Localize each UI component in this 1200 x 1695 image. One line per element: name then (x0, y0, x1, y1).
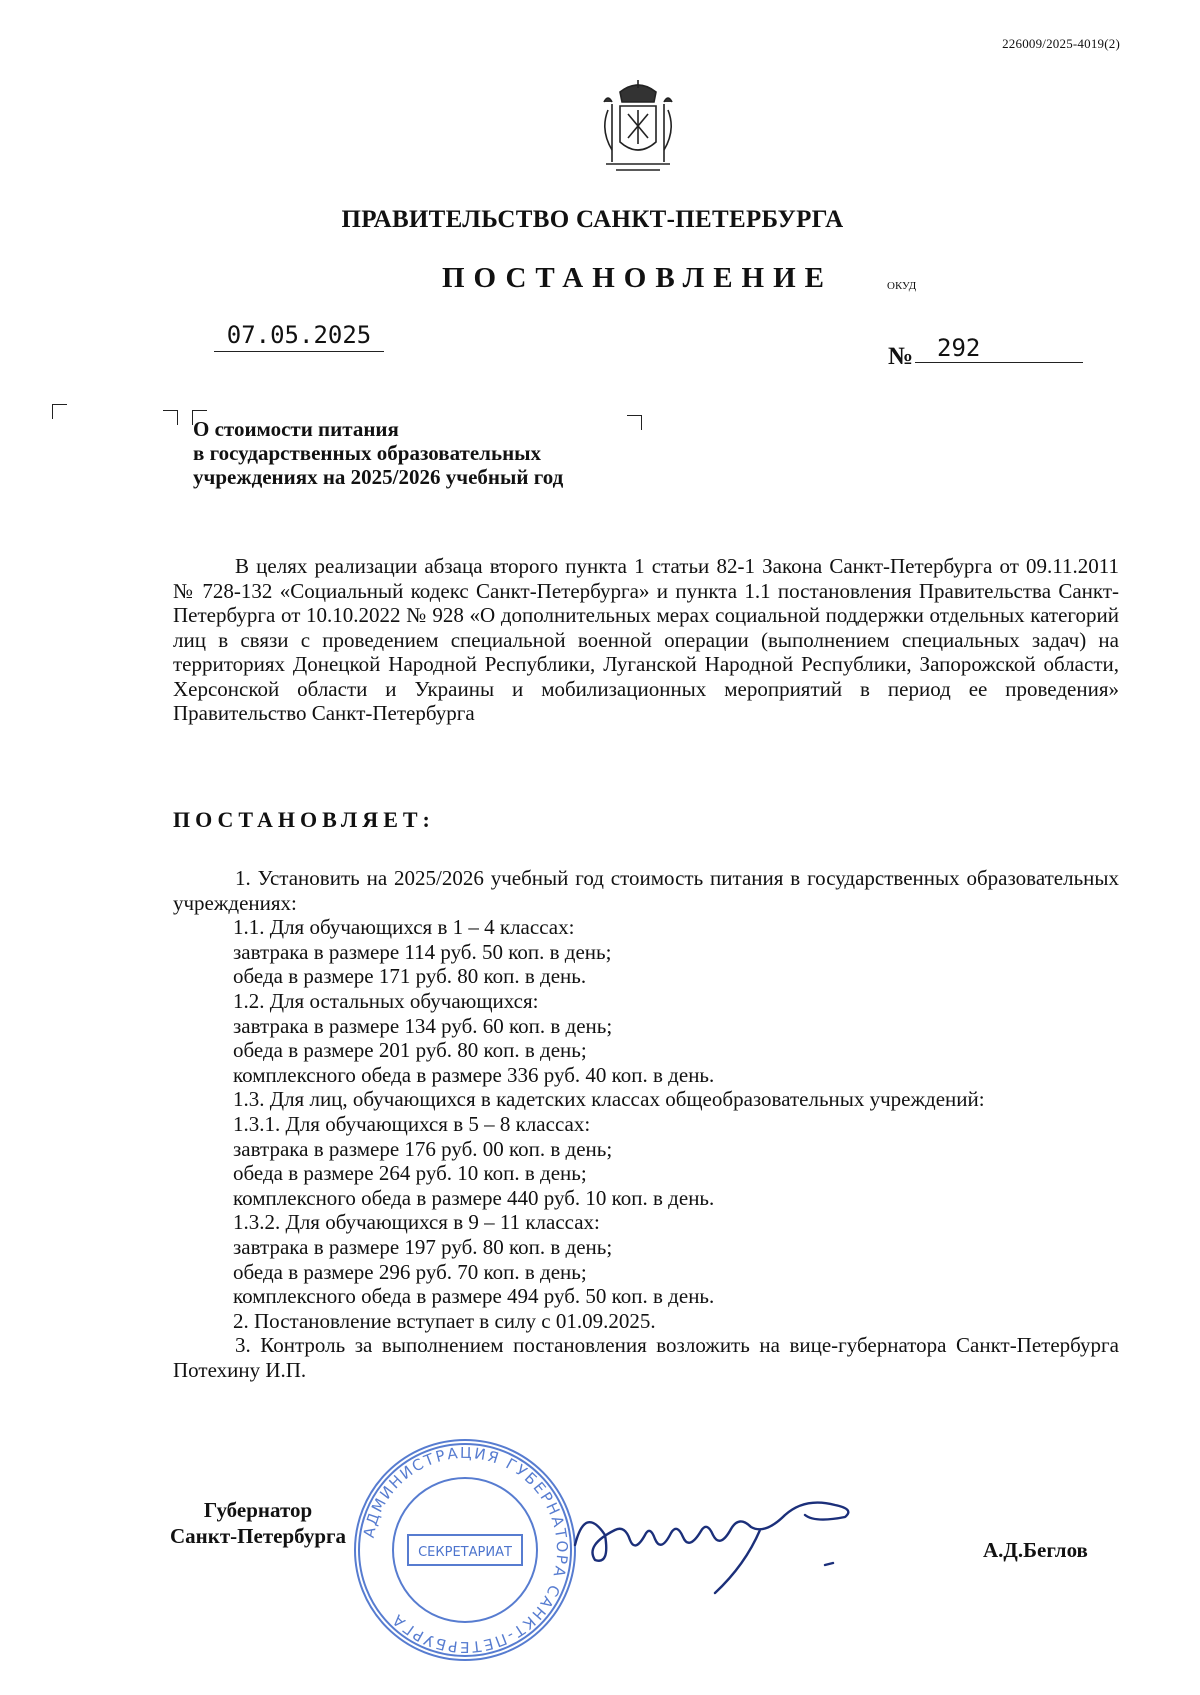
okud-label: ОКУД (887, 280, 917, 292)
handwritten-signature (555, 1475, 925, 1600)
item-line: обеда в размере 264 руб. 10 коп. в день; (233, 1161, 587, 1186)
item-line: завтрака в размере 114 руб. 50 коп. в день; (233, 939, 612, 964)
stamp-outer-text: АДМИНИСТРАЦИЯ ГУБЕРНАТОРА САНКТ-ПЕТЕРБУРГА (359, 1443, 572, 1657)
item-line: комплексного обеда в размере 494 руб. 50 коп. в день. (233, 1284, 715, 1309)
corner-mark-top-right (163, 410, 178, 425)
item-line: 1.3.2. Для обучающихся в 9 – 11 классах: (233, 1210, 600, 1235)
item-line: обеда в размере 201 руб. 80 коп. в день; (233, 1038, 587, 1063)
signatory-title-line: Губернатор (203, 1498, 313, 1522)
document-type-title: ПОСТАНОВЛЕНИЕ (442, 262, 834, 294)
item-line: комплексного обеда в размере 336 руб. 40 коп. в день. (233, 1062, 715, 1087)
item-line: 1.3. Для лиц, обучающихся в кадетских классах общеобразовательных учреждений: (233, 1087, 985, 1112)
number-sign: № (888, 343, 914, 370)
item-paragraph: 3. Контроль за выполнением постановления возложить на вице-губернатора Санкт-Петербурга Потехину И.П. (173, 1333, 1119, 1382)
item-line: комплексного обеда в размере 440 руб. 10 коп. в день. (233, 1185, 715, 1210)
document-number: 292 (915, 334, 1083, 363)
signatory-title-line: Санкт-Петербурга (170, 1524, 347, 1548)
item-paragraph: 1. Установить на 2025/2026 учебный год стоимость питания в государственных образовательных учреждениях: (173, 866, 1119, 915)
item-line: 1.2. Для остальных обучающихся: (233, 988, 539, 1013)
item-line: 1.3.1. Для обучающихся в 5 – 8 классах: (233, 1111, 591, 1136)
preamble-paragraph: В целях реализации абзаца второго пункта 1 статьи 82-1 Закона Санкт-Петербурга от 09.11.2011 № 728-132 «Социальный кодекс Санкт-Петербурга» и пункта 1.1 постановления Правительства Санкт-Петербурга от 10.10.2022 № 928 «О дополнительных мерах социальной поддержки отдельных категорий лиц в связи с проведением специальной военной операции (выполнением специальных задач) на территориях Донецкой Народной Республики, Луганской Народной Республики, Запорожской области, Херсонской области и Украины и мобилизационных мероприятий в период ее проведения» Правительство Санкт-Петербурга (173, 554, 1119, 725)
document-registration-number: 226009/2025-4019(2) (1002, 36, 1120, 51)
government-name: ПРАВИТЕЛЬСТВО САНКТ-ПЕТЕРБУРГА (341, 206, 844, 233)
corner-mark-top-left (52, 404, 67, 419)
corner-mark-top-right (627, 415, 642, 430)
signatory-name: А.Д.Беглов (983, 1538, 1088, 1562)
saint-petersburg-coat-of-arms-icon (590, 80, 686, 180)
stamp-inner-text: СЕКРЕТАРИАТ (418, 1545, 512, 1560)
official-stamp (350, 1435, 580, 1665)
item-line: завтрака в размере 197 руб. 80 коп. в день; (233, 1234, 613, 1259)
resolves-heading: ПОСТАНОВЛЯЕТ: (173, 807, 435, 832)
document-date: 07.05.2025 (214, 321, 384, 352)
item-line: обеда в размере 171 руб. 80 коп. в день. (233, 964, 587, 989)
resolution-items (173, 866, 1119, 1382)
subject-line: учреждениях на 2025/2026 учебный год (193, 465, 564, 489)
item-line: 2. Постановление вступает в силу с 01.09.2025. (233, 1308, 656, 1333)
item-line: 1.1. Для обучающихся в 1 – 4 классах: (233, 915, 575, 940)
item-line: завтрака в размере 176 руб. 00 коп. в день; (233, 1136, 613, 1161)
item-line: обеда в размере 296 руб. 70 коп. в день; (233, 1259, 587, 1284)
item-line: завтрака в размере 134 руб. 60 коп. в день; (233, 1013, 613, 1038)
subject-line: в государственных образовательных (193, 441, 542, 465)
subject-line: О стоимости питания (193, 417, 399, 441)
document-subject (193, 417, 563, 489)
signatory-title (170, 1497, 346, 1549)
